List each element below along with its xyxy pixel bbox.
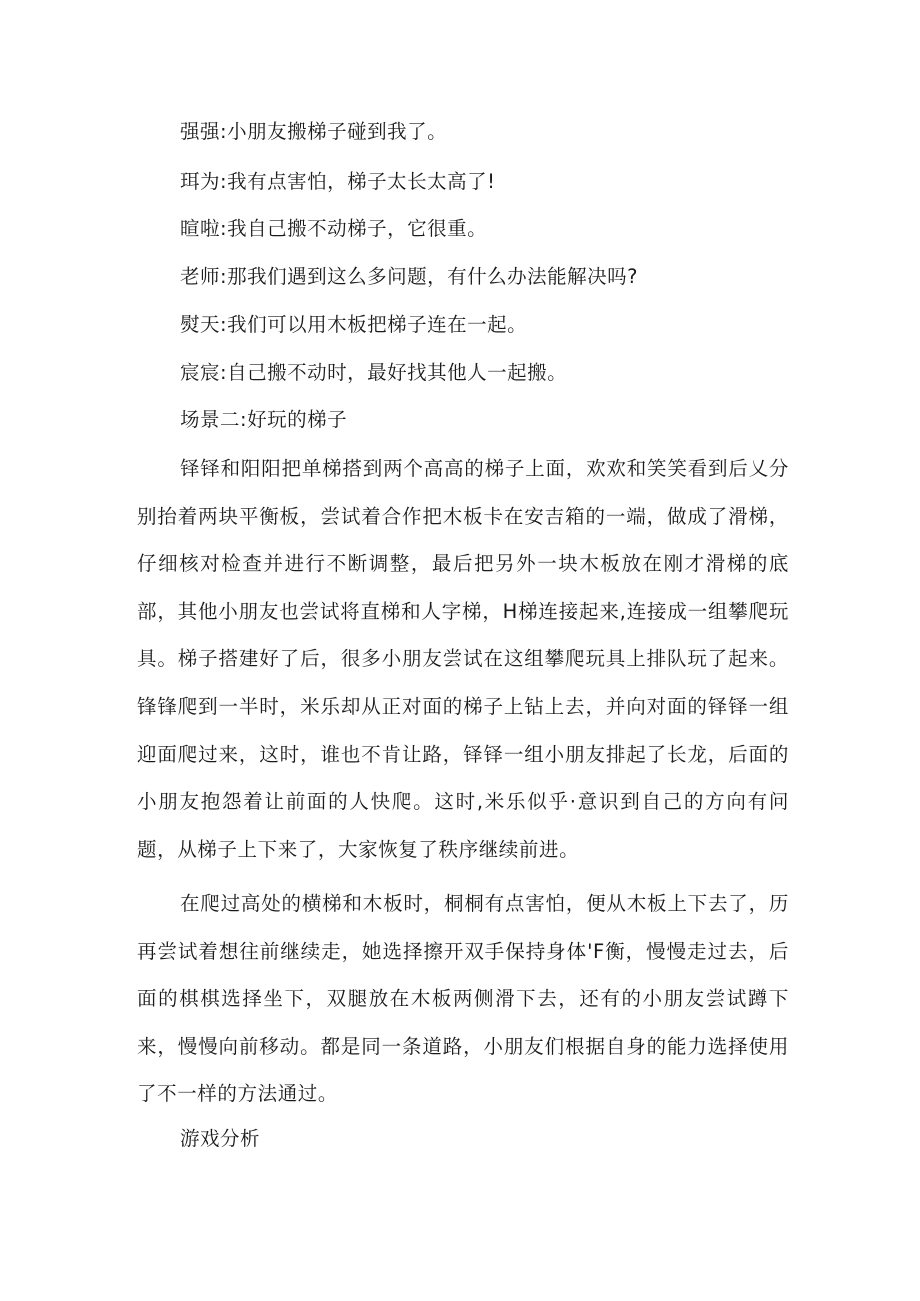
- dialogue-line-xuanla: 暄啦:我自己搬不动梯子，它很重。: [180, 217, 488, 240]
- scene-heading: 场景二:好玩的梯子: [180, 408, 348, 431]
- section-heading: 游戏分析: [180, 1127, 261, 1150]
- dialogue-line-teacher: 老师:那我们遇到这么多问题，有什么办法能解决吗?: [180, 265, 638, 288]
- paragraph-scene-two: 铎铎和阳阳把单梯搭到两个高高的梯子上面，欢欢和笑笑看到后乂分别抬着两块平衡板，尝试着合作把木板卡在安吉箱的一端，做成了滑梯，仔细核对检查并进行不断调整，最后把另外一块木板放在刚才滑梯的底部，其他小朋友也尝试将直梯和人字梯，H梯连接起来,连接成一组攀爬玩具。梯子搭建好了后，很多小朋友尝试在这组攀爬玩具上排队玩了起来。锋锋爬到一半时，米乐却从正对面的梯子上钻上去，并向对面的铎铎一组迎面爬过来，这时，谁也不肯让路，铎铎一组小朋友排起了长龙，后面的小朋友抱怨着让前面的人快爬。这时,米乐似乎·意识到自己的方向有问题，从梯子上下来了，大家恢复了秩序继续前进。: [137, 457, 789, 861]
- dialogue-line-erwei: 珥为:我有点害怕，梯子太长太高了!: [180, 170, 496, 193]
- dialogue-line-yuntian: 熨天:我们可以用木板把梯子连在一起。: [180, 313, 528, 336]
- dialogue-line-chenchen: 宸宸:自己搬不动时，最好找其他人一起搬。: [180, 361, 568, 384]
- dialogue-line-qiangqiang: 强强:小朋友搬梯子碰到我了。: [180, 120, 448, 143]
- paragraph-crossing-ladder: 在爬过高处的横梯和木板时，桐桐有点害怕，便从木板上下去了，历再尝试着想往前继续走，她选择擦开双手保持身体'F衡，慢慢走过去，后面的棋棋选择坐下，双腿放在木板两侧滑下去，还有的小朋友尝试蹲下来，慢慢向前移动。都是同一条道路，小朋友们根据自身的能力选择使用了不一样的方法通过。: [137, 892, 789, 1106]
